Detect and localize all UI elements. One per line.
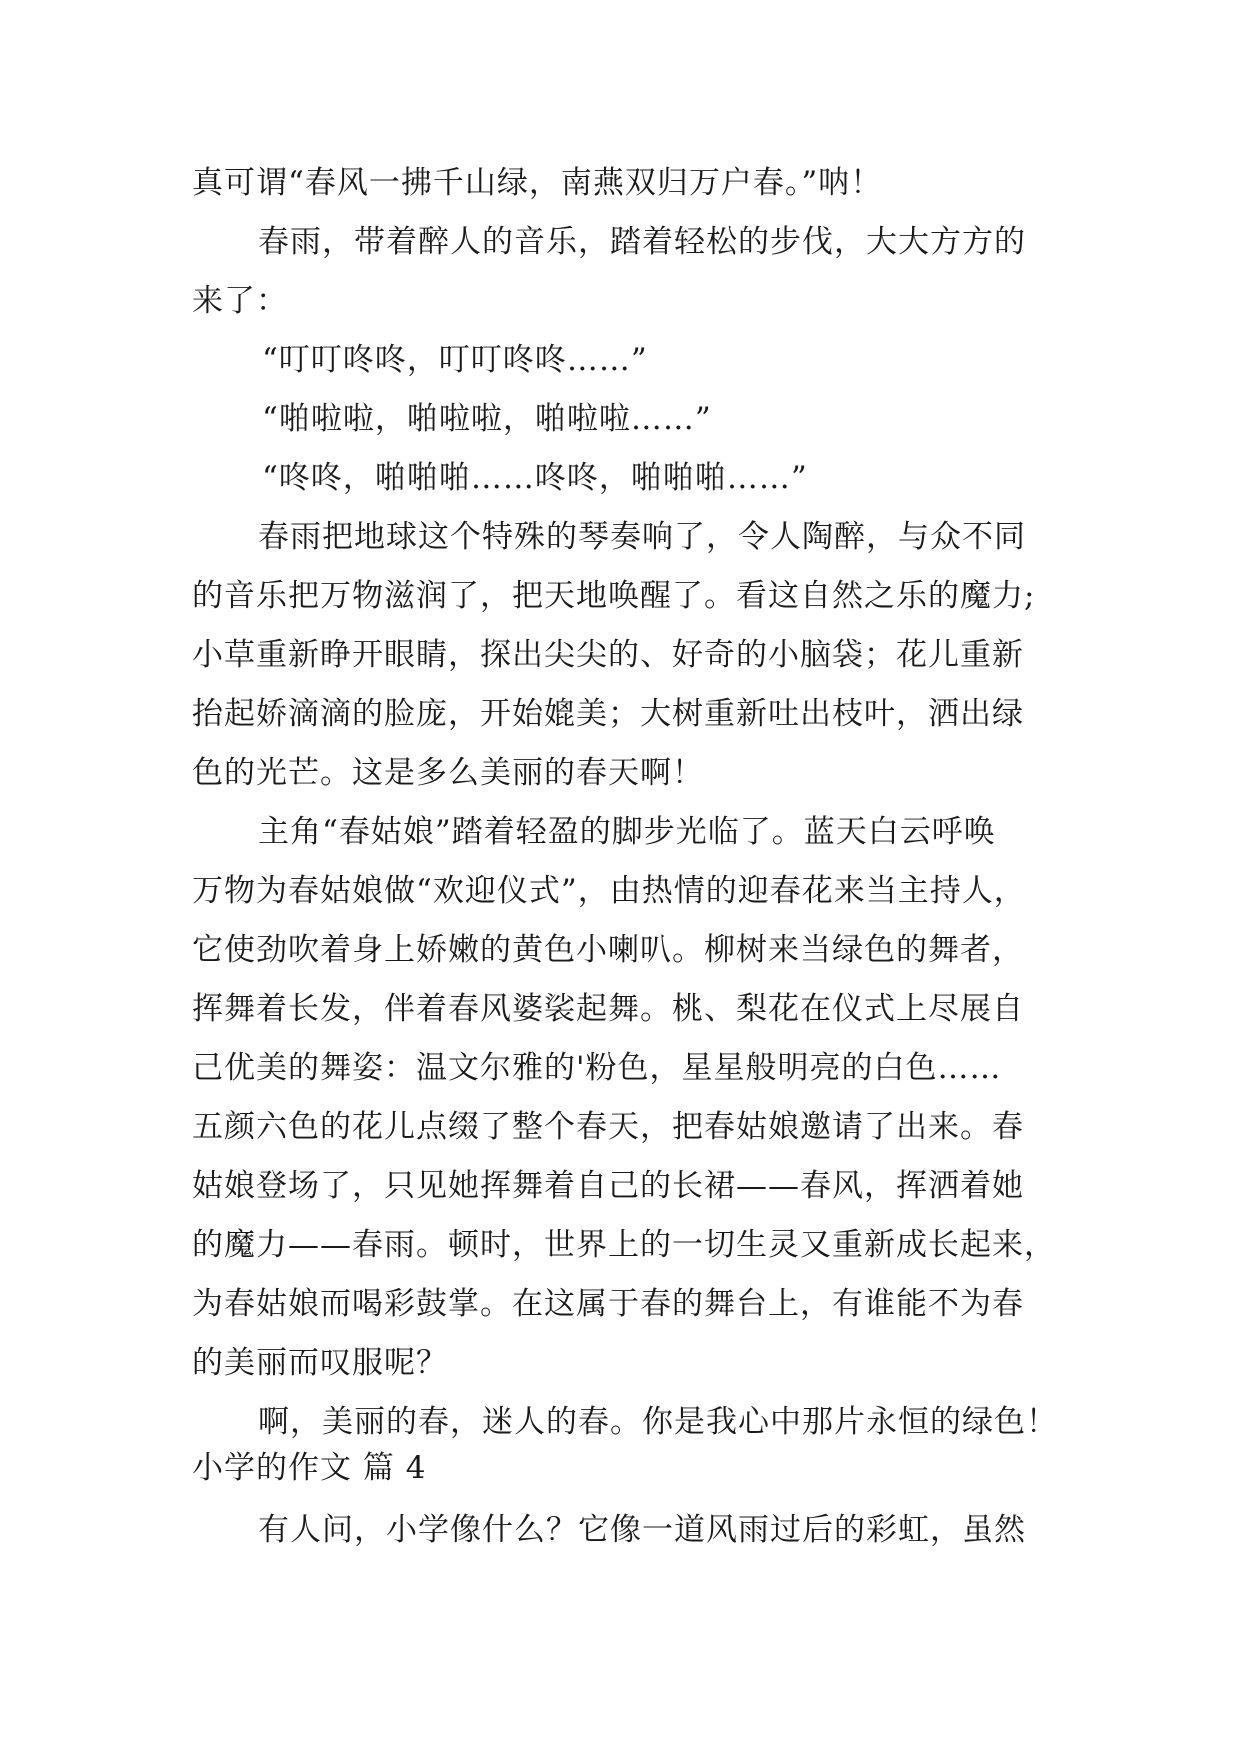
quote-line: “咚咚，啪啪啪……咚咚，啪啪啪……” bbox=[262, 460, 808, 496]
text-line: 来了： bbox=[192, 283, 288, 319]
section-heading: 小学的作文 篇 4 bbox=[192, 1450, 427, 1486]
text-line: 色的光芒。这是多么美丽的春天啊！ bbox=[192, 755, 704, 791]
text-line: 抬起娇滴滴的脸庞，开始媲美；大树重新吐出枝叶，洒出绿 bbox=[192, 696, 1024, 732]
text-line: 姑娘登场了，只见她挥舞着自己的长裙——春风，挥洒着她 bbox=[192, 1168, 1024, 1204]
text-line: 的美丽而叹服呢？ bbox=[192, 1345, 448, 1381]
quote-line: “啪啦啦，啪啦啦，啪啦啦……” bbox=[262, 401, 712, 437]
text-line: 五颜六色的花儿点缀了整个春天，把春姑娘邀请了出来。春 bbox=[192, 1109, 1024, 1145]
text-line: 真可谓“春风一拂千山绿，南燕双归万户春。”呐！ bbox=[192, 165, 883, 201]
text-line: 己优美的舞姿：温文尔雅的'粉色，星星般明亮的白色…… bbox=[192, 1050, 1002, 1086]
text-line: 万物为春姑娘做“欢迎仪式”，由热情的迎春花来当主持人， bbox=[192, 873, 1026, 909]
quote-line: “叮叮咚咚，叮叮咚咚……” bbox=[262, 342, 648, 378]
paragraph-first-line: 有人问，小学像什么？它像一道风雨过后的彩虹，虽然 bbox=[258, 1512, 1026, 1548]
paragraph-first-line: 啊，美丽的春，迷人的春。你是我心中那片永恒的绿色！ bbox=[258, 1404, 1058, 1440]
text-line: 的音乐把万物滋润了，把天地唤醒了。看这自然之乐的魔力; bbox=[192, 578, 1036, 614]
paragraph-first-line: 春雨把地球这个特殊的琴奏响了，令人陶醉，与众不同 bbox=[258, 519, 1026, 555]
text-line: 小草重新睁开眼睛，探出尖尖的、好奇的小脑袋；花儿重新 bbox=[192, 637, 1024, 673]
paragraph-first-line: 春雨，带着醉人的音乐，踏着轻松的步伐，大大方方的 bbox=[258, 224, 1026, 260]
paragraph-first-line: 主角“春姑娘”踏着轻盈的脚步光临了。蓝天白云呼唤 bbox=[258, 814, 996, 850]
text-line: 为春姑娘而喝彩鼓掌。在这属于春的舞台上，有谁能不为春 bbox=[192, 1286, 1024, 1322]
text-line: 它使劲吹着身上娇嫩的黄色小喇叭。柳树来当绿色的舞者， bbox=[192, 932, 1024, 968]
text-line: 的魔力——春雨。顿时，世界上的一切生灵又重新成长起来， bbox=[192, 1227, 1056, 1263]
text-line: 挥舞着长发，伴着春风婆裟起舞。桃、梨花在仪式上尽展自 bbox=[192, 991, 1024, 1027]
